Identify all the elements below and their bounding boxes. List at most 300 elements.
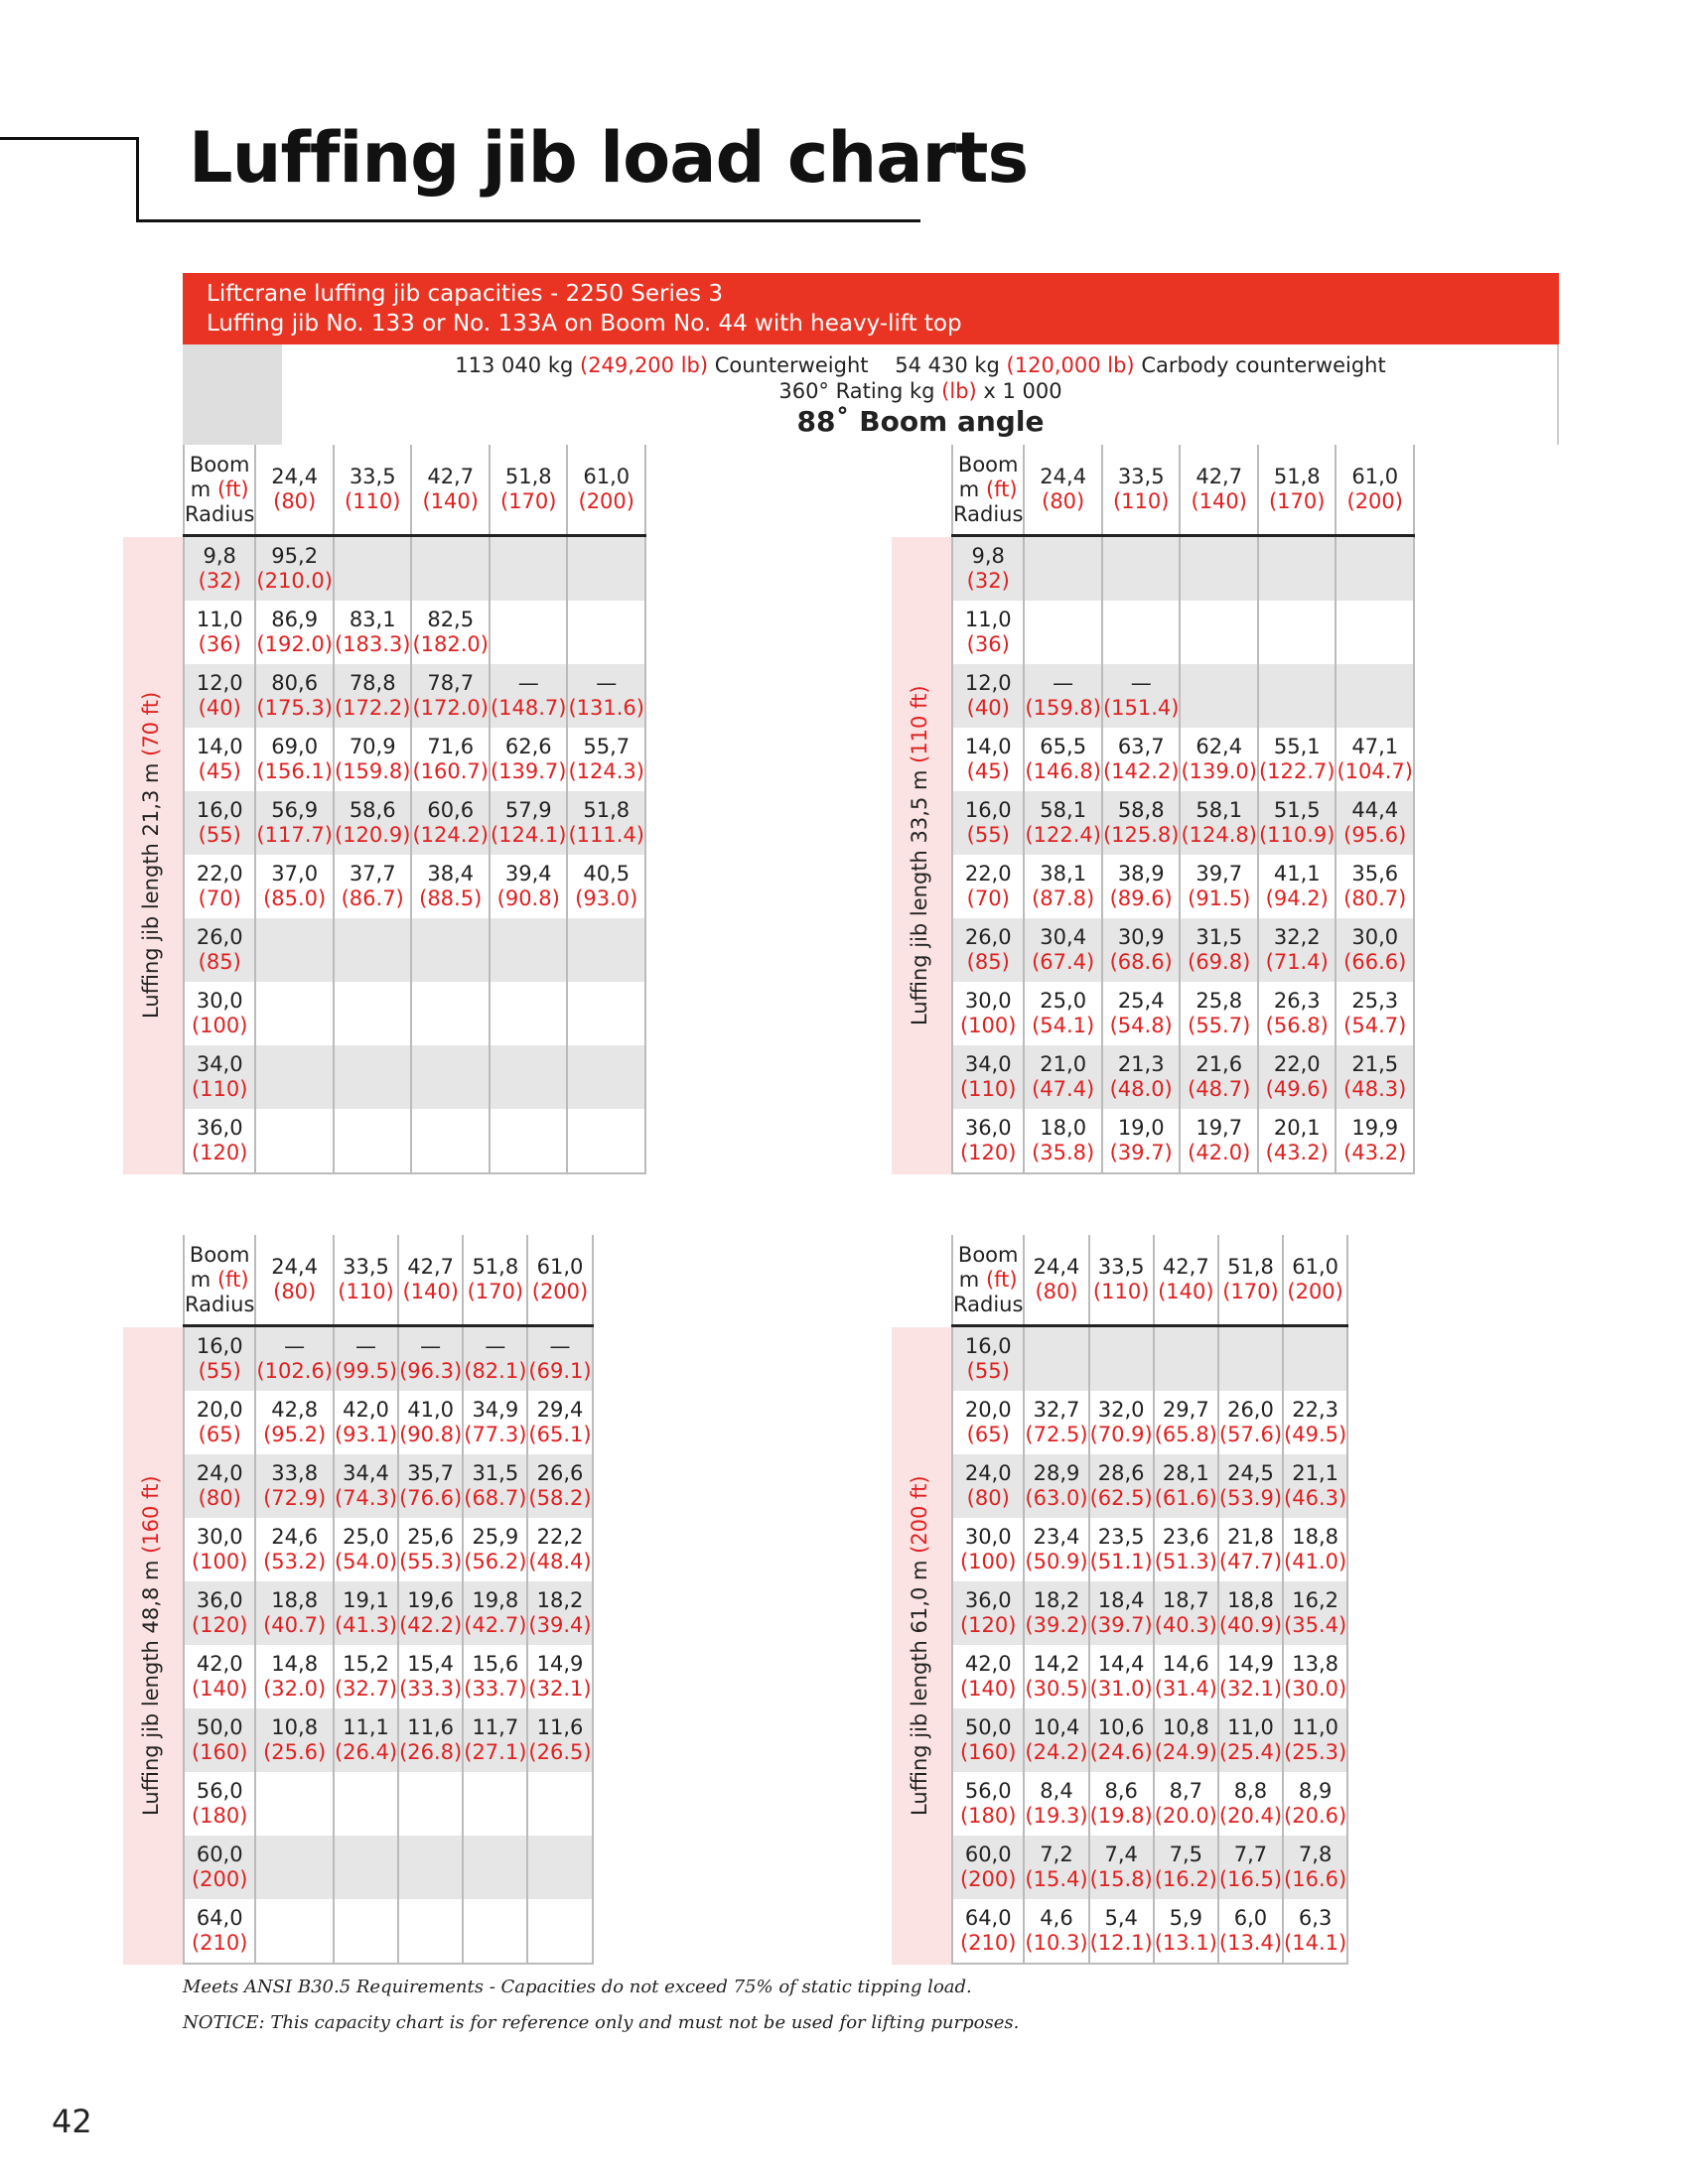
capacity-kg [1284,1334,1346,1359]
capacity-kg: 38,4 [427,862,475,886]
boom-length-m: 33,5 [349,465,396,488]
capacity-cell [398,1581,463,1645]
capacity-lb: (146.8) [1025,759,1101,783]
radius-cell [952,1708,1024,1772]
boom-length-m: 33,5 [343,1255,389,1279]
table-row [952,1326,1347,1392]
capacity-cell [1154,1454,1218,1518]
radius-cell [184,1518,255,1581]
radius-cell [952,1899,1024,1964]
capacity-kg: 78,7 [427,671,475,695]
header-row [184,445,645,536]
capacity-cell [1258,982,1336,1045]
capacity-cell [1336,664,1414,728]
banner-line-2: Luffing jib No. 133 or No. 133A on Boom No. 44 with heavy-lift top [207,311,962,337]
capacity-cell [1218,1645,1283,1708]
boom-length-header [1218,1235,1283,1326]
capacity-kg: 60,6 [427,798,475,822]
capacity-lb [568,950,644,975]
header-row [952,445,1414,536]
capacity-kg: 58,6 [349,798,396,822]
capacity-kg [256,989,333,1014]
capacity-lb: (72.9) [263,1486,327,1510]
radius-ft: (70) [966,887,1010,910]
boom-length-m: 51,8 [504,465,552,488]
capacity-lb: (156.1) [256,759,333,783]
capacity-lb [335,1141,411,1165]
capacity-kg [1103,544,1180,569]
table-row [952,1454,1347,1518]
capacity-cell [1154,1708,1218,1772]
capacity-lb [491,1014,567,1038]
table-row [184,791,645,855]
radius-cell [184,601,255,664]
capacity-lb: (124.2) [412,823,489,847]
capacity-lb: (13.4) [1218,1931,1283,1955]
jib-length-ft: (110 ft) [908,684,931,763]
capacity-cell [1024,1836,1088,1899]
title-rule-top [0,137,139,140]
capacity-kg [335,989,411,1014]
capacity-cell [490,855,568,918]
capacity-lb [412,950,489,975]
capacity-cell [334,1045,412,1109]
capacity-lb [491,632,567,657]
radius-ft: (200) [959,1867,1017,1891]
capacity-kg: 21,6 [1196,1052,1243,1076]
radius-ft: (160) [959,1740,1017,1764]
radius-label: Radius [185,1292,255,1316]
jib-length-m: Luffing jib length 48,8 m [139,1560,163,1816]
capacity-cell [1089,1645,1154,1708]
capacity-kg: 28,6 [1097,1461,1145,1485]
capacity-lb [491,1077,567,1102]
capacity-cell [1024,1518,1088,1581]
capacity-lb: (32.0) [263,1677,327,1701]
radius-ft: (210) [191,1931,248,1955]
capacity-cell [1154,1899,1218,1964]
radius-cell [952,1836,1024,1899]
table-row [184,1454,593,1518]
capacity-cell [567,728,645,791]
capacity-cell [1024,1772,1088,1836]
capacity-lb: (172.2) [334,696,411,720]
capacity-lb [256,1931,333,1956]
capacity-lb: (47.7) [1218,1550,1283,1573]
capacity-kg: 14,8 [271,1652,319,1676]
capacity-kg: 83,1 [349,608,396,631]
capacity-lb [335,569,411,594]
capacity-lb: (61.6) [1154,1486,1217,1510]
radius-m: 16,0 [964,1334,1012,1358]
capacity-lb: (159.8) [334,759,411,783]
table-row [952,918,1414,982]
capacity-lb [335,1867,397,1892]
capacity-kg: 70,9 [349,735,396,758]
radius-ft: (55) [198,823,241,847]
capacity-kg: 19,6 [407,1588,455,1612]
table-row [184,855,645,918]
radius-ft: (55) [966,823,1010,847]
capacity-kg: 15,2 [343,1652,389,1676]
capacity-lb: (182.0) [412,632,489,656]
capacity-cell [334,1772,398,1836]
capacity-lb [335,950,411,975]
capacity-lb [335,1077,411,1102]
radius-cell [952,918,1024,982]
table-body [184,536,645,1174]
capacity-cell [1283,1708,1347,1772]
capacity-lb: (192.0) [256,632,333,656]
table-row [952,855,1414,918]
capacity-kg: 32,0 [1097,1398,1145,1422]
notice-note: NOTICE: This capacity chart is for reference only and must not be used for lifting purposes. [183,2012,1020,2033]
capacity-lb: (56.8) [1265,1014,1329,1037]
capacity-cell [1336,855,1414,918]
table-header [184,1235,593,1326]
capacity-lb: (39.2) [1025,1613,1088,1637]
capacity-kg: 11,6 [536,1715,584,1739]
radius-ft: (100) [959,1550,1017,1573]
radius-m: 14,0 [196,735,243,758]
radius-ft: (36) [198,632,241,656]
capacity-lb: (94.2) [1265,887,1329,910]
capacity-kg: 14,2 [1033,1652,1080,1676]
table-row [952,1772,1347,1836]
boom-length-header [463,1235,527,1326]
boom-length-ft: (140) [1191,489,1247,513]
chart-banner [183,273,1559,344]
capacity-lb: (20.6) [1284,1804,1347,1828]
capacity-cell [255,1326,334,1392]
capacity-kg [1103,608,1180,632]
capacity-cell [334,1836,398,1899]
capacity-kg [464,1906,526,1931]
capacity-lb: (88.5) [419,887,483,910]
capacity-cell [398,1518,463,1581]
unit-m: m [190,477,211,501]
capacity-lb: (55.3) [399,1550,463,1573]
capacity-kg: 58,8 [1117,798,1165,822]
capacity-kg [399,1906,462,1931]
table-row [952,1899,1347,1964]
capacity-lb [568,1141,644,1165]
capacity-cell [463,1899,527,1964]
capacity-cell [1024,1109,1102,1173]
capacity-cell [334,1645,398,1708]
capacity-lb [1284,1359,1346,1384]
capacity-cell [1089,1899,1154,1964]
capacity-kg [256,925,333,950]
capacity-cell [1102,918,1181,982]
radius-ft: (120) [959,1613,1017,1637]
capacity-cell [1024,855,1102,918]
capacity-cell [255,664,334,728]
capacity-lb: (15.4) [1025,1867,1088,1891]
capacity-cell [1154,1581,1218,1645]
unit-m: m [958,1267,980,1292]
capacity-cell [1089,1518,1154,1581]
boom-length-ft: (80) [273,489,317,513]
capacity-lb [256,1077,333,1102]
capacity-lb: (30.5) [1025,1677,1088,1701]
capacity-cell [1283,1645,1347,1708]
capacity-lb: (67.4) [1032,950,1095,974]
radius-cell [952,982,1024,1045]
boom-length-m: 42,7 [1162,1255,1209,1279]
capacity-lb: (20.4) [1218,1804,1283,1828]
rating-unit: (lb) [941,379,977,403]
capacity-kg: 35,6 [1351,862,1399,886]
capacity-kg: 18,7 [1162,1588,1209,1612]
capacity-lb: (14.1) [1284,1931,1347,1955]
radius-m: 20,0 [196,1398,243,1422]
capacity-cell [255,1836,334,1899]
capacity-kg: 55,1 [1273,735,1321,758]
capacity-lb: (93.0) [575,887,638,910]
boom-length-header [411,445,490,536]
capacity-kg: 30,4 [1040,925,1087,949]
capacity-kg: 86,9 [271,608,319,631]
capacity-kg [412,925,489,950]
title-rule-bottom [136,219,920,222]
capacity-kg: 25,3 [1351,989,1399,1013]
capacity-kg: 8,4 [1040,1779,1073,1803]
capacity-lb [412,1014,489,1038]
radius-m: 16,0 [964,798,1012,822]
capacity-cell [1336,1045,1414,1109]
capacity-cell [398,1645,463,1708]
radius-cell [952,728,1024,791]
radius-ft: (80) [966,1486,1010,1510]
capacity-cell [1180,982,1258,1045]
capacity-cell [567,601,645,664]
capacity-lb: (10.3) [1025,1931,1088,1955]
capacity-lb: (62.5) [1089,1486,1153,1510]
capacity-cell [255,601,334,664]
capacity-kg: 21,3 [1117,1052,1165,1076]
radius-cell [184,1454,255,1518]
capacity-cell [1336,728,1414,791]
capacity-cell [255,982,334,1045]
capacity-cell [1180,536,1258,602]
capacity-cell [411,601,490,664]
capacity-cell [1024,536,1102,602]
capacity-kg: — [517,671,539,695]
radius-cell [184,1645,255,1708]
capacity-cell [1089,1836,1154,1899]
capacity-kg: 14,6 [1162,1652,1209,1676]
capacity-kg [568,1052,644,1077]
capacity-kg: 10,6 [1097,1715,1145,1739]
radius-cell [952,601,1024,664]
table-header [952,1235,1347,1326]
capacity-kg: 14,9 [1227,1652,1274,1676]
capacity-lb: (124.1) [490,823,567,847]
capacity-kg: 55,7 [583,735,631,758]
capacity-kg: — [485,1334,506,1358]
capacity-cell [1258,536,1336,602]
capacity-kg [568,544,644,569]
boom-length-header [490,445,568,536]
capacity-kg: 7,8 [1298,1843,1333,1866]
capacity-cell [1089,1326,1154,1392]
boom-length-ft: (80) [1042,489,1085,513]
capacity-lb: (48.4) [528,1550,592,1573]
capacity-kg: 33,8 [271,1461,319,1485]
capacity-kg: 78,8 [349,671,396,695]
capacity-lb: (26.5) [528,1740,592,1764]
boom-length-m: 51,8 [472,1255,519,1279]
capacity-cell [255,728,334,791]
capacity-kg: 8,8 [1233,1779,1268,1803]
radius-ft: (65) [198,1423,241,1446]
radius-cell [184,1836,255,1899]
capacity-cell [527,1518,592,1581]
capacity-cell [1180,601,1258,664]
capacity-kg [256,1906,333,1931]
capacity-lb: (39.7) [1089,1613,1153,1637]
jib-length-ft: (70 ft) [139,691,163,756]
table-row [184,1899,593,1964]
table-row [184,1708,593,1772]
capacity-kg: 37,0 [271,862,319,886]
capacity-lb [1155,1359,1217,1384]
capacity-kg [491,1052,567,1077]
capacity-lb: (43.2) [1265,1141,1329,1164]
radius-cell [952,1772,1024,1836]
boom-length-header [1180,445,1258,536]
capacity-lb: (35.8) [1032,1141,1095,1164]
capacity-lb: (69.1) [528,1359,592,1383]
capacity-table [951,445,1415,1174]
capacity-lb [568,1014,644,1038]
capacity-lb [528,1804,591,1829]
capacity-lb: (51.3) [1154,1550,1217,1573]
radius-m: 26,0 [196,925,243,949]
radius-ft: (40) [966,696,1010,720]
capacity-lb: (124.3) [568,759,644,783]
boom-label: Boom [957,1242,1019,1267]
capacity-cell [1180,791,1258,855]
capacity-kg [399,1779,462,1804]
capacity-cell [255,855,334,918]
capacity-cell [255,791,334,855]
capacity-cell [255,1899,334,1964]
capacity-lb [335,1804,397,1829]
capacity-kg: 4,6 [1040,1906,1073,1930]
capacity-lb: (40.9) [1218,1613,1283,1637]
boom-length-ft: (110) [1092,1280,1150,1303]
capacity-lb: (30.0) [1284,1677,1347,1701]
capacity-kg: 26,0 [1227,1398,1274,1422]
capacity-lb [1181,569,1257,594]
capacity-lb: (48.7) [1188,1077,1251,1101]
capacity-kg: 18,0 [1040,1116,1087,1140]
capacity-lb: (33.3) [399,1677,463,1701]
capacity-cell [567,982,645,1045]
capacity-lb [1259,569,1336,594]
capacity-cell [1336,791,1414,855]
radius-m: 22,0 [196,862,243,886]
capacity-cell [398,1454,463,1518]
capacity-kg: 19,9 [1351,1116,1399,1140]
boom-length-ft: (200) [1287,1280,1343,1303]
capacity-kg: 18,8 [1227,1588,1274,1612]
radius-m: 26,0 [964,925,1012,949]
radius-ft: (45) [966,759,1010,783]
capacity-cell [334,536,412,602]
capacity-lb: (13.1) [1154,1931,1217,1955]
capacity-cell [567,918,645,982]
rating-b: x 1 000 [983,379,1062,403]
capacity-cell [1258,664,1336,728]
boom-length-header [255,445,334,536]
capacity-kg: 62,4 [1196,735,1243,758]
capacity-kg [568,989,644,1014]
capacity-cell [1024,1454,1088,1518]
capacity-lb [1025,632,1101,657]
rating-line [282,378,1559,404]
table-row [952,664,1414,728]
boom-label: Boom [189,452,250,477]
boom-length-m: 61,0 [1351,465,1399,488]
capacity-kg: 34,4 [343,1461,389,1485]
capacity-kg: 7,7 [1233,1843,1268,1866]
capacity-lb [256,1804,333,1829]
header-row [184,1235,593,1326]
radius-cell [184,536,255,602]
table-row [184,1836,593,1899]
capacity-lb: (90.8) [399,1423,463,1446]
capacity-kg: 65,5 [1040,735,1087,758]
radius-ft: (100) [191,1014,248,1037]
radius-m: 34,0 [964,1052,1012,1076]
capacity-lb: (70.9) [1089,1423,1153,1446]
capacity-cell [1258,1045,1336,1109]
capacity-lb: (49.6) [1265,1077,1329,1101]
capacity-lb: (175.3) [256,696,333,720]
capacity-cell [1024,1391,1088,1454]
table-body [184,1326,593,1965]
capacity-kg: 19,1 [343,1588,389,1612]
capacity-kg: 10,8 [271,1715,319,1739]
capacity-cell [1024,1045,1102,1109]
capacity-kg: 6,3 [1298,1906,1333,1930]
capacity-cell [334,1454,398,1518]
capacity-kg: 25,8 [1196,989,1243,1013]
capacity-kg: 41,1 [1273,862,1321,886]
capacity-lb: (24.2) [1025,1740,1088,1764]
capacity-lb [399,1931,462,1956]
capacity-kg: 95,2 [271,544,319,568]
table-row [952,1581,1347,1645]
capacity-kg: 14,4 [1097,1652,1145,1676]
capacity-kg: 21,1 [1292,1461,1338,1485]
capacity-lb: (42.0) [1188,1141,1251,1164]
capacity-cell [411,1109,490,1173]
capacity-lb: (16.5) [1218,1867,1283,1891]
capacity-lb [1025,1359,1087,1384]
radius-ft: (200) [191,1867,248,1891]
capacity-kg [491,544,567,569]
capacity-cell [1336,601,1414,664]
boom-length-m: 42,7 [1196,465,1243,488]
capacity-lb: (120.9) [334,823,411,847]
capacity-cell [1102,601,1181,664]
radius-m: 60,0 [196,1843,243,1866]
capacity-cell [1283,1581,1347,1645]
